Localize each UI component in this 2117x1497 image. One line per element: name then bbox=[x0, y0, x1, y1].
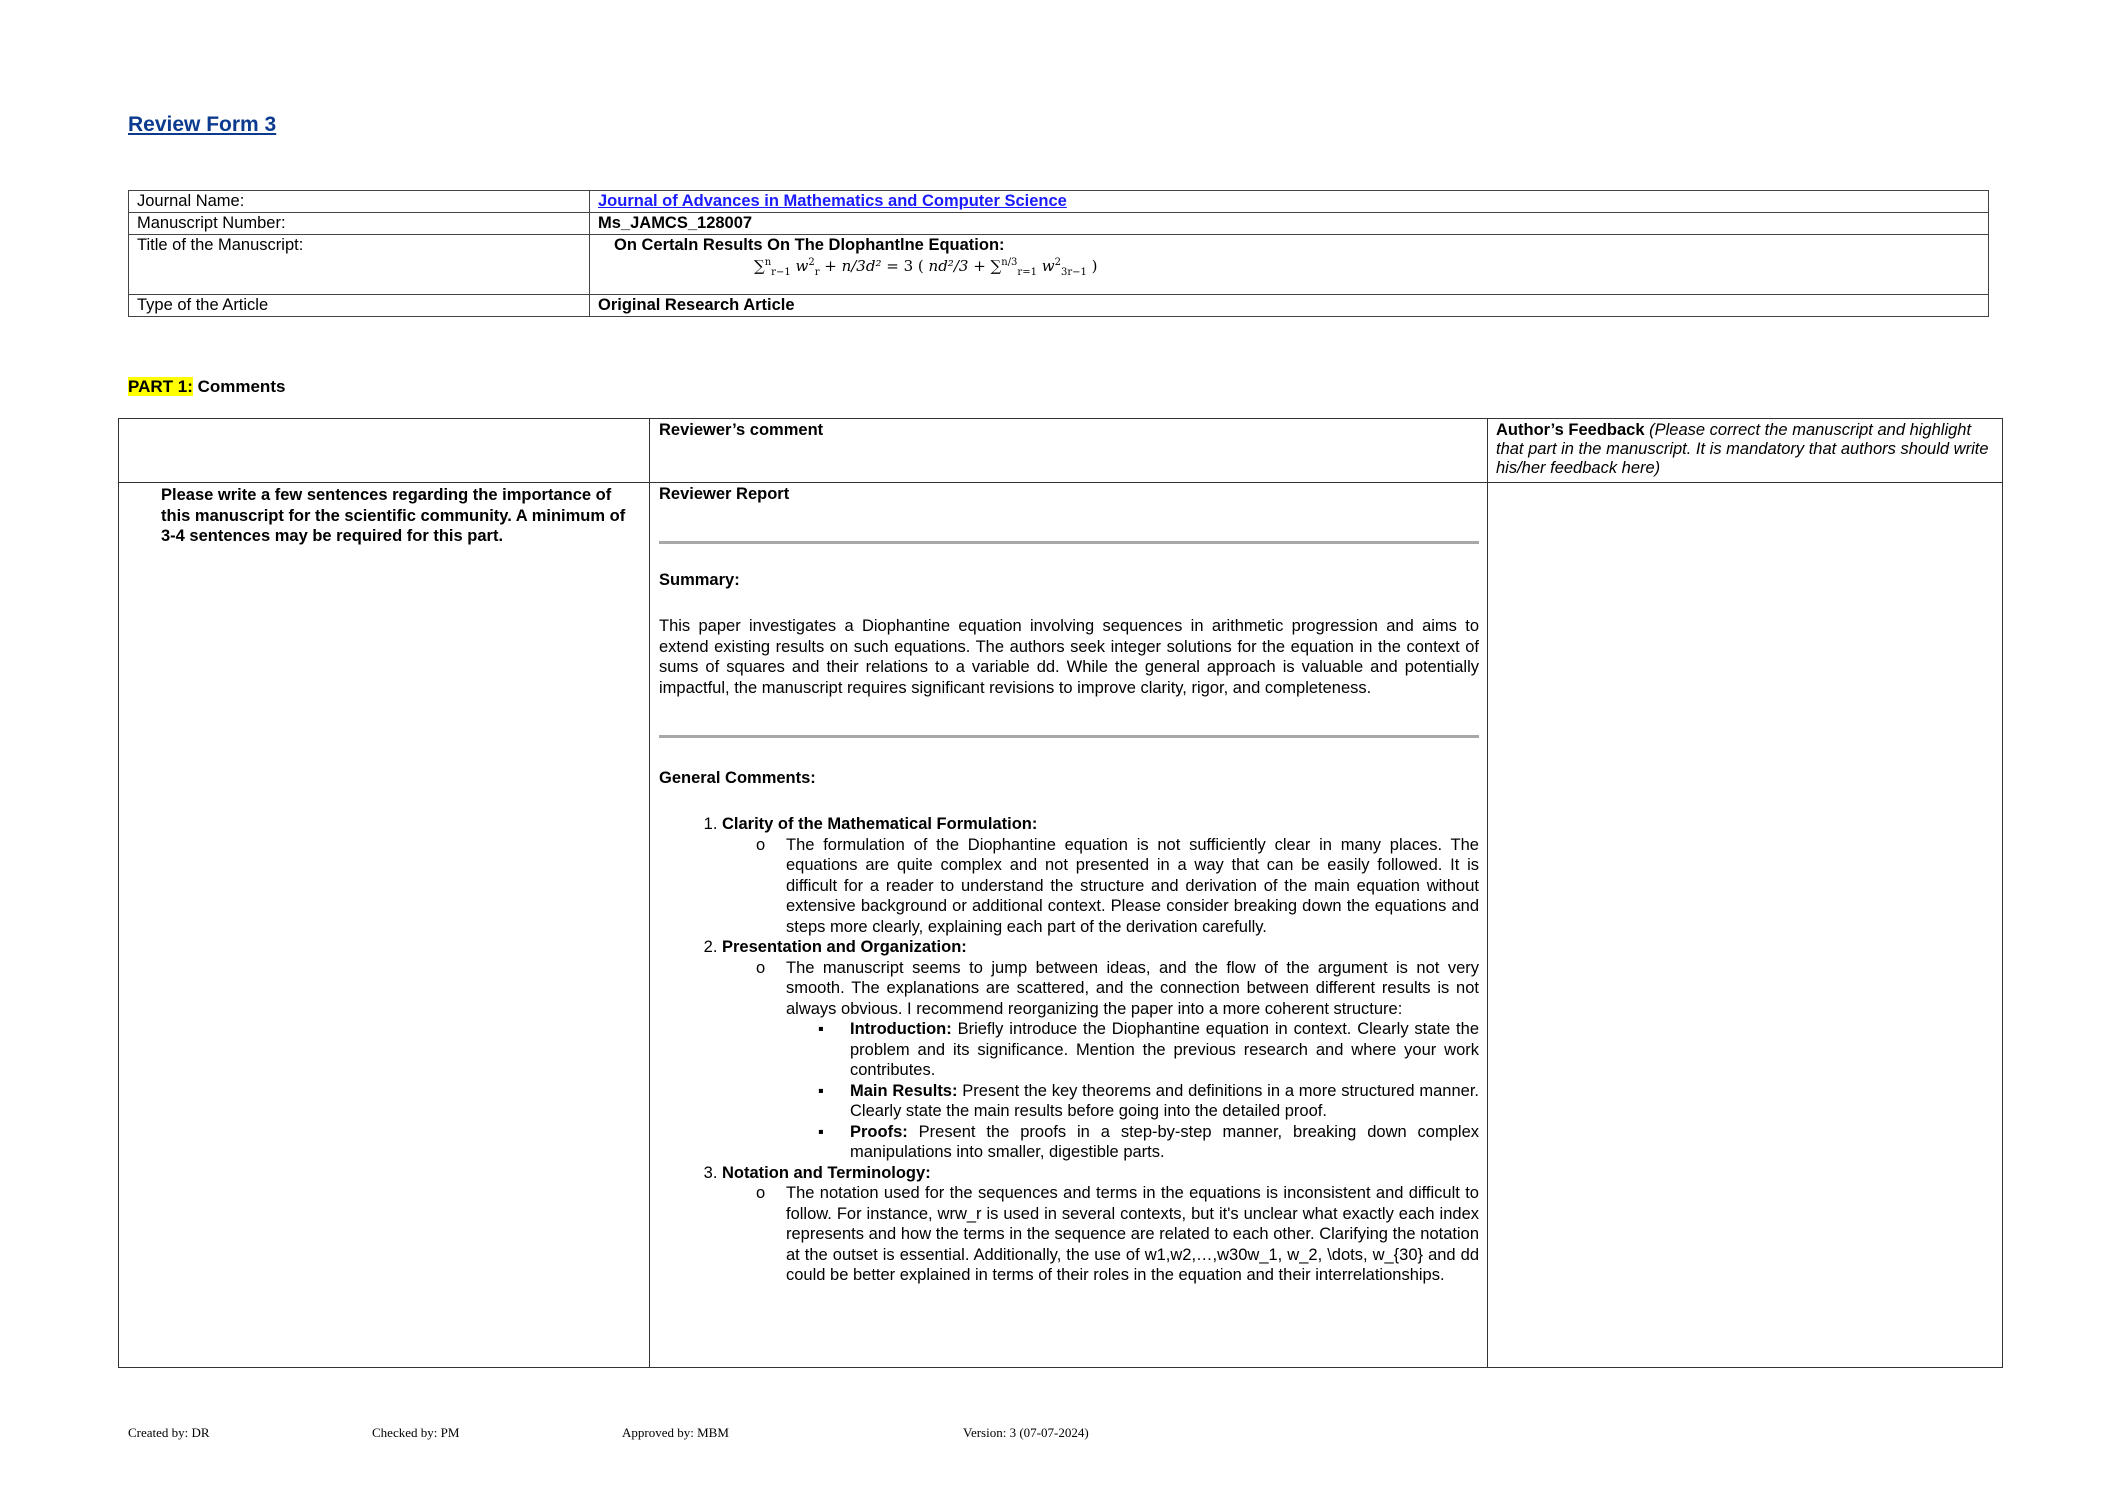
comment-point: o The manuscript seems to jump between ideas, and the flow of the argument is not very smooth. The explanations are scattered, and the connection between different results is not always obvious. I recommend reorganizing the paper into a more coherent structure: ▪ Introduction: Briefly introduce the Diophantine equation in context. Clearly state the problem and its significance. Mention the previous research and where your work contributes. ▪ Main Results: Present the key theorems and definitions in a more structured manner. Clearly state the main results before going into the detailed proof. ▪ Proofs: Present the proofs in a step-by-step manner, breaking down complex manipulations into smaller, digestible parts. bbox=[786, 958, 1479, 1163]
reviewer-report-title: Reviewer Report bbox=[659, 485, 790, 503]
comment-item: 2. Presentation and Organization: o The manuscript seems to jump between ideas, and the flow of the argument is not very smooth. The explanations are scattered, and the connection between different results is not always obvious. I recommend reorganizing the paper into a more coherent structure: ▪ Introduction: Briefly introduce the Diophantine equation in context. Clearly state the problem and its significance. Mention the previous research and where your work contributes. ▪ Main Results: Present the key theorems and definitions in a more structured manner. Clearly state the main results before going into the detailed proof. ▪ Proofs: Present the proofs in a step-by-step manner, breaking down complex manipulations into smaller, digestible parts. bbox=[722, 937, 1479, 1163]
general-comments-list bbox=[659, 814, 1479, 1286]
journal-label: Journal Name: bbox=[129, 191, 590, 213]
author-feedback-header: Author’s Feedback (Please correct the manuscript and highlight that part in the manuscript. It is mandatory that authors should write his/her feedback here) bbox=[1488, 419, 2003, 483]
importance-prompt: Please write a few sentences regarding the importance of this manuscript for the scientific community. A minimum of 3-4 sentences may be required for this part. bbox=[119, 483, 650, 1368]
form-title: Review Form 3 bbox=[128, 113, 277, 136]
footer-created-by: Created by: DR bbox=[128, 1425, 210, 1440]
general-comments-title: General Comments: bbox=[659, 769, 816, 787]
manuscript-title-text: On Certaln Results On The Dlophantlne Equation: bbox=[614, 236, 1005, 254]
article-type-row bbox=[129, 295, 1989, 317]
part1-title: Comments bbox=[192, 377, 286, 396]
comment-point: o The formulation of the Diophantine equation is not sufficiently clear in many places. The equations are quite complex and not presented in a way that can be easily followed. It is difficult for a reader to understand the structure and derivation of the main equation without extensive background or additional context. Please consider breaking down the equations and steps more clearly, explaining each part of the derivation carefully. bbox=[786, 835, 1479, 938]
comment-row bbox=[119, 483, 2003, 1368]
summary-title: Summary: bbox=[659, 571, 740, 589]
article-type-value: Original Research Article bbox=[590, 295, 1989, 317]
manuscript-info-table bbox=[128, 190, 1989, 317]
comment-item: 1. Clarity of the Mathematical Formulation: o The formulation of the Diophantine equation is not sufficiently clear in many places. The equations are quite complex and not presented in a way that can be easily followed. It is difficult for a reader to understand the structure and derivation of the main equation without extensive background or additional context. Please consider breaking down the equations and steps more clearly, explaining each part of the derivation carefully. bbox=[722, 814, 1479, 937]
manuscript-title-label: Title of the Manuscript: bbox=[129, 235, 590, 295]
comments-table bbox=[118, 418, 2003, 1368]
manuscript-title-cell bbox=[590, 235, 1989, 295]
reviewer-comment-header: Reviewer’s comment bbox=[650, 419, 1488, 483]
title-formula: ∑$^n_{r-1}$ $w^2_r + n/3d^2 = 3$ ( nd²/3 + ∑$^{n/3}_{r=1}$ $w^2_{3r-1}$ ) bbox=[754, 257, 1098, 278]
header-empty-cell bbox=[119, 419, 650, 483]
journal-link[interactable]: Journal of Advances in Mathematics and Computer Science bbox=[598, 192, 1067, 210]
part1-heading bbox=[128, 377, 285, 397]
author-feedback-cell[interactable] bbox=[1488, 483, 2003, 1368]
summary-text: This paper investigates a Diophantine equation involving sequences in arithmetic progression and aims to extend existing results on such equations. The authors seek integer solutions for the equation in the context of sums of squares and their relations to a variable dd. While the general approach is valuable and potentially impactful, the manuscript requires significant revisions to improve clarity, rigor, and completeness. bbox=[659, 617, 1479, 697]
structure-sublist bbox=[786, 1019, 1479, 1163]
comment-item: 3. Notation and Terminology: o The notation used for the sequences and terms in the equations is inconsistent and difficult to follow. For instance, wrw_r is used in several contexts, but it's unclear what exactly each index represents and how the terms in the sequence are related to each other. Clarifying the notation at the outset is essential. Additionally, the use of w1,w2,…,w30w_1, w_2, \dots, w_{30} and dd could be better explained in terms of their roles in the equation and their interrelationships. bbox=[722, 1163, 1479, 1286]
manuscript-number-label: Manuscript Number: bbox=[129, 213, 590, 235]
manuscript-number-value: Ms_JAMCS_128007 bbox=[590, 213, 1989, 235]
part1-label: PART 1: bbox=[128, 377, 193, 396]
structure-subpoint: ▪ Proofs: Present the proofs in a step-by-step manner, breaking down complex manipulations into smaller, digestible parts. bbox=[850, 1122, 1479, 1163]
reviewer-comment-cell[interactable] bbox=[650, 483, 1488, 1368]
comment-point: o The notation used for the sequences and terms in the equations is inconsistent and difficult to follow. For instance, wrw_r is used in several contexts, but it's unclear what exactly each index represents and how the terms in the sequence are related to each other. Clarifying the notation at the outset is essential. Additionally, the use of w1,w2,…,w30w_1, w_2, \dots, w_{30} and dd could be better explained in terms of their roles in the equation and their interrelationships. bbox=[786, 1183, 1479, 1286]
footer-approved-by: Approved by: MBM bbox=[622, 1425, 729, 1440]
structure-subpoint: ▪ Main Results: Present the key theorems and definitions in a more structured manner. Clearly state the main results before going into the detailed proof. bbox=[850, 1081, 1479, 1122]
manuscript-title-row bbox=[129, 235, 1989, 295]
footer-version: Version: 3 (07-07-2024) bbox=[963, 1425, 1089, 1440]
comments-header-row bbox=[119, 419, 2003, 483]
structure-subpoint: ▪ Introduction: Briefly introduce the Diophantine equation in context. Clearly state the problem and its significance. Mention the previous research and where your work contributes. bbox=[850, 1019, 1479, 1081]
journal-row bbox=[129, 191, 1989, 213]
footer-checked-by: Checked by: PM bbox=[372, 1425, 460, 1440]
manuscript-number-row bbox=[129, 213, 1989, 235]
article-type-label: Type of the Article bbox=[129, 295, 590, 317]
